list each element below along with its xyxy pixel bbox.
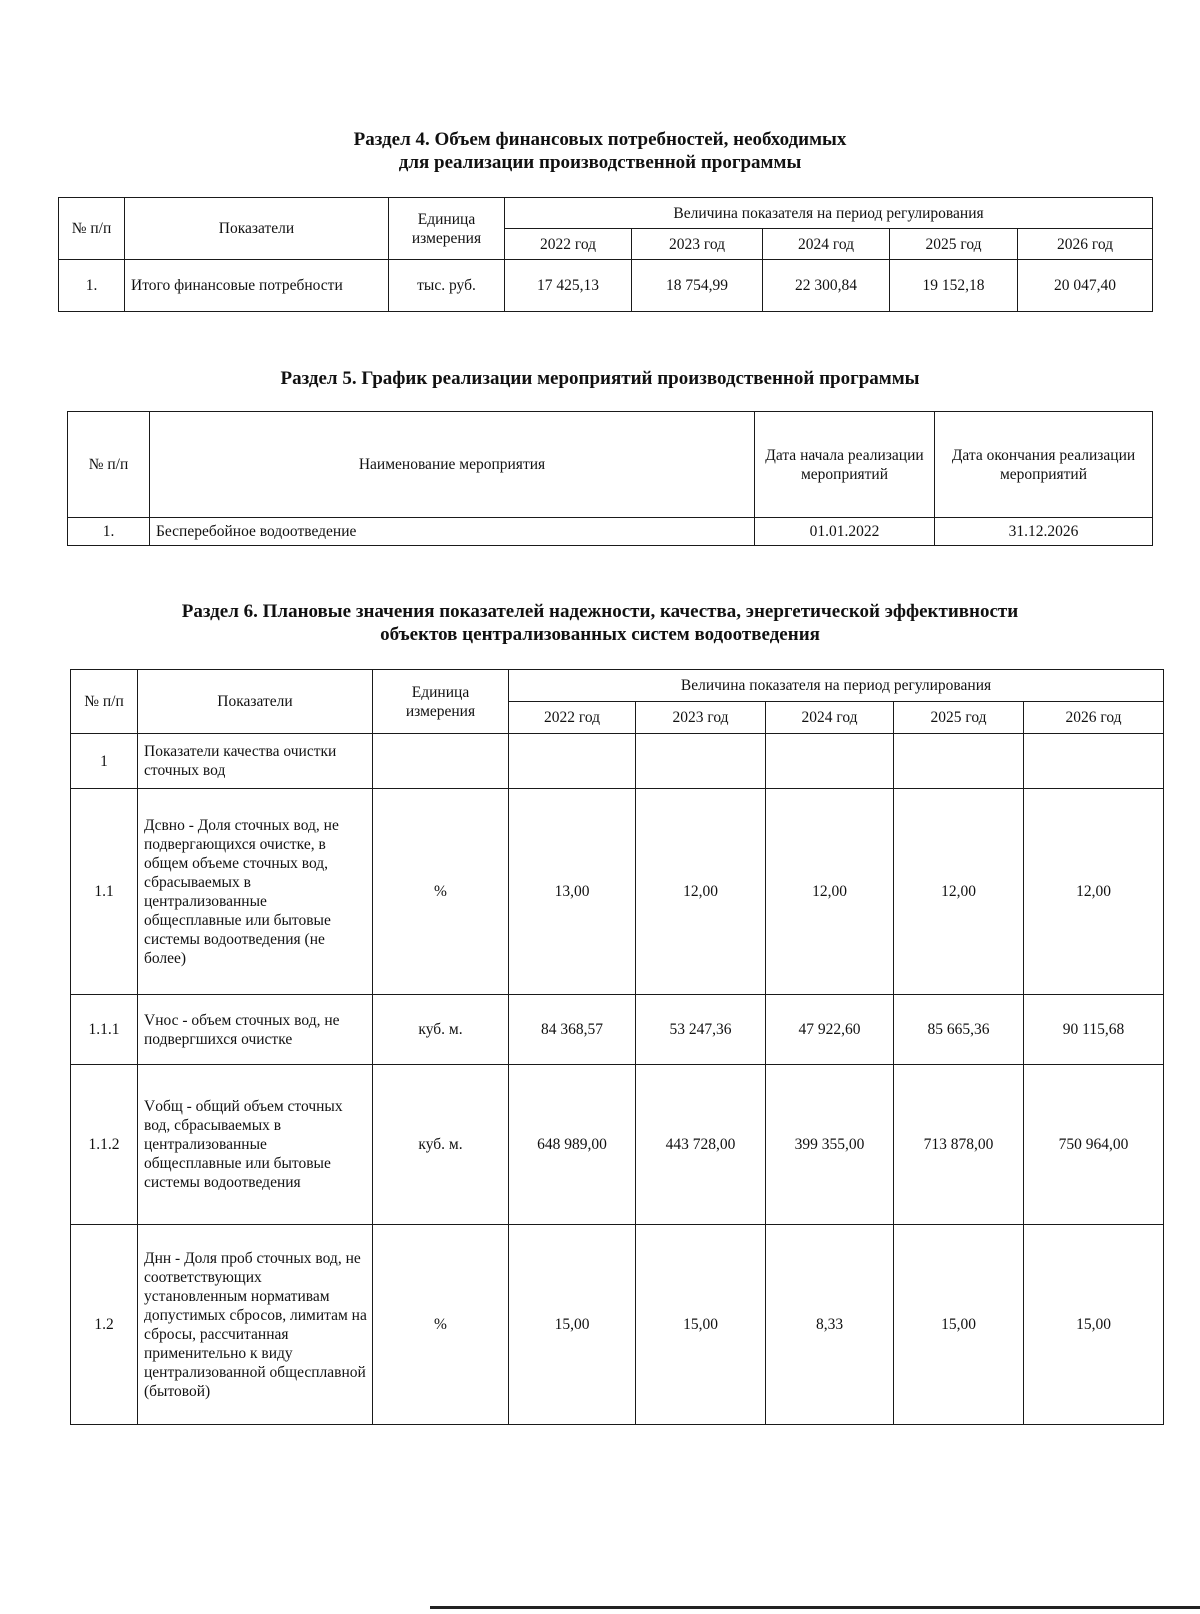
value-cell: 19 152,18 bbox=[890, 260, 1018, 312]
value-cell: 20 047,40 bbox=[1018, 260, 1153, 312]
section6-title-line2: объектов централизованных систем водоотведения bbox=[380, 624, 820, 645]
table-row bbox=[59, 260, 1153, 312]
row-name: Показатели качества очистки сточных вод bbox=[138, 734, 373, 789]
value-cell bbox=[636, 734, 766, 789]
value-cell: 15,00 bbox=[1024, 1225, 1164, 1425]
row-num: 1. bbox=[68, 518, 150, 546]
value-cell: 713 878,00 bbox=[894, 1065, 1024, 1225]
row-unit: % bbox=[373, 789, 509, 995]
year-cell: 2024 год bbox=[766, 702, 894, 734]
table-row bbox=[71, 995, 1164, 1065]
row-name: Бесперебойное водоотведение bbox=[150, 518, 755, 546]
row-name: Vнос - объем сточных вод, не подвергшихся очистке bbox=[138, 995, 373, 1065]
row-num: 1 bbox=[71, 734, 138, 789]
header-num: № п/п bbox=[68, 412, 150, 518]
header-num: № п/п bbox=[71, 670, 138, 734]
row-start-date: 01.01.2022 bbox=[755, 518, 935, 546]
row-unit: % bbox=[373, 1225, 509, 1425]
bottom-divider bbox=[430, 1606, 1200, 1609]
value-cell: 18 754,99 bbox=[632, 260, 763, 312]
section4-title-line1: Раздел 4. Объем финансовых потребностей, необходимых bbox=[353, 129, 847, 150]
section6-table bbox=[70, 669, 1164, 1425]
header-start-date: Дата начала реализации мероприятий bbox=[755, 412, 935, 518]
table-row bbox=[71, 734, 1164, 789]
table-row bbox=[68, 518, 1153, 546]
section6-title-line1: Раздел 6. Плановые значения показателей надежности, качества, энергетической эффективности bbox=[181, 601, 1019, 622]
value-cell: 47 922,60 bbox=[766, 995, 894, 1065]
value-cell bbox=[894, 734, 1024, 789]
row-num: 1. bbox=[59, 260, 125, 312]
year-cell: 2024 год bbox=[763, 229, 890, 260]
value-cell: 85 665,36 bbox=[894, 995, 1024, 1065]
section4-title-line2: для реализации производственной программы bbox=[398, 152, 802, 173]
year-cell: 2026 год bbox=[1024, 702, 1164, 734]
header-indicators: Показатели bbox=[138, 670, 373, 734]
value-cell: 90 115,68 bbox=[1024, 995, 1164, 1065]
row-num: 1.1.1 bbox=[71, 995, 138, 1065]
value-cell bbox=[1024, 734, 1164, 789]
year-cell: 2025 год bbox=[890, 229, 1018, 260]
value-cell: 84 368,57 bbox=[509, 995, 636, 1065]
row-name: Дсвно - Доля сточных вод, не подвергающихся очистке, в общем объеме сточных вод, сбрасываемых в централизованные общесплавные или бытовые системы водоотведения (не более) bbox=[138, 789, 373, 995]
value-cell: 53 247,36 bbox=[636, 995, 766, 1065]
row-num: 1.2 bbox=[71, 1225, 138, 1425]
value-cell: 648 989,00 bbox=[509, 1065, 636, 1225]
year-cell: 2026 год bbox=[1018, 229, 1153, 260]
year-cell: 2022 год bbox=[509, 702, 636, 734]
value-cell: 443 728,00 bbox=[636, 1065, 766, 1225]
value-cell: 15,00 bbox=[894, 1225, 1024, 1425]
table-row bbox=[71, 789, 1164, 995]
header-num: № п/п bbox=[59, 198, 125, 260]
section4-table bbox=[58, 197, 1153, 312]
value-cell: 22 300,84 bbox=[763, 260, 890, 312]
table-row bbox=[71, 1225, 1164, 1425]
header-unit: Единица измерения bbox=[373, 670, 509, 734]
row-num: 1.1.2 bbox=[71, 1065, 138, 1225]
value-cell: 750 964,00 bbox=[1024, 1065, 1164, 1225]
year-cell: 2022 год bbox=[505, 229, 632, 260]
value-cell bbox=[766, 734, 894, 789]
value-cell: 8,33 bbox=[766, 1225, 894, 1425]
value-cell: 12,00 bbox=[1024, 789, 1164, 995]
value-cell: 12,00 bbox=[636, 789, 766, 995]
value-cell: 15,00 bbox=[636, 1225, 766, 1425]
table-row bbox=[71, 1065, 1164, 1225]
year-cell: 2023 год bbox=[632, 229, 763, 260]
header-indicators: Показатели bbox=[125, 198, 389, 260]
value-cell: 13,00 bbox=[509, 789, 636, 995]
row-num: 1.1 bbox=[71, 789, 138, 995]
value-cell: 17 425,13 bbox=[505, 260, 632, 312]
header-end-date: Дата окончания реализации мероприятий bbox=[935, 412, 1153, 518]
row-unit: тыс. руб. bbox=[389, 260, 505, 312]
value-cell bbox=[509, 734, 636, 789]
value-cell: 15,00 bbox=[509, 1225, 636, 1425]
row-name: Днн - Доля проб сточных вод, не соответствующих установленным нормативам допустимых сбросов, лимитам на сбросы, рассчитанная применительно к виду централизованной общесплавной (бытовой) bbox=[138, 1225, 373, 1425]
row-unit: куб. м. bbox=[373, 1065, 509, 1225]
year-cell: 2025 год bbox=[894, 702, 1024, 734]
section5-title: Раздел 5. График реализации мероприятий производственной программы bbox=[280, 368, 920, 389]
section6-title bbox=[60, 600, 1140, 646]
value-cell: 12,00 bbox=[766, 789, 894, 995]
row-unit: куб. м. bbox=[373, 995, 509, 1065]
row-unit bbox=[373, 734, 509, 789]
header-period: Величина показателя на период регулирования bbox=[509, 670, 1164, 702]
header-period: Величина показателя на период регулирования bbox=[505, 198, 1153, 229]
row-end-date: 31.12.2026 bbox=[935, 518, 1153, 546]
section4-title bbox=[200, 128, 1000, 174]
header-unit: Единица измерения bbox=[389, 198, 505, 260]
row-name: Итого финансовые потребности bbox=[125, 260, 389, 312]
row-name: Vобщ - общий объем сточных вод, сбрасываемых в централизованные общесплавные или бытовые системы водоотведения bbox=[138, 1065, 373, 1225]
section5-table bbox=[67, 411, 1153, 546]
year-cell: 2023 год bbox=[636, 702, 766, 734]
value-cell: 399 355,00 bbox=[766, 1065, 894, 1225]
header-name: Наименование мероприятия bbox=[150, 412, 755, 518]
value-cell: 12,00 bbox=[894, 789, 1024, 995]
